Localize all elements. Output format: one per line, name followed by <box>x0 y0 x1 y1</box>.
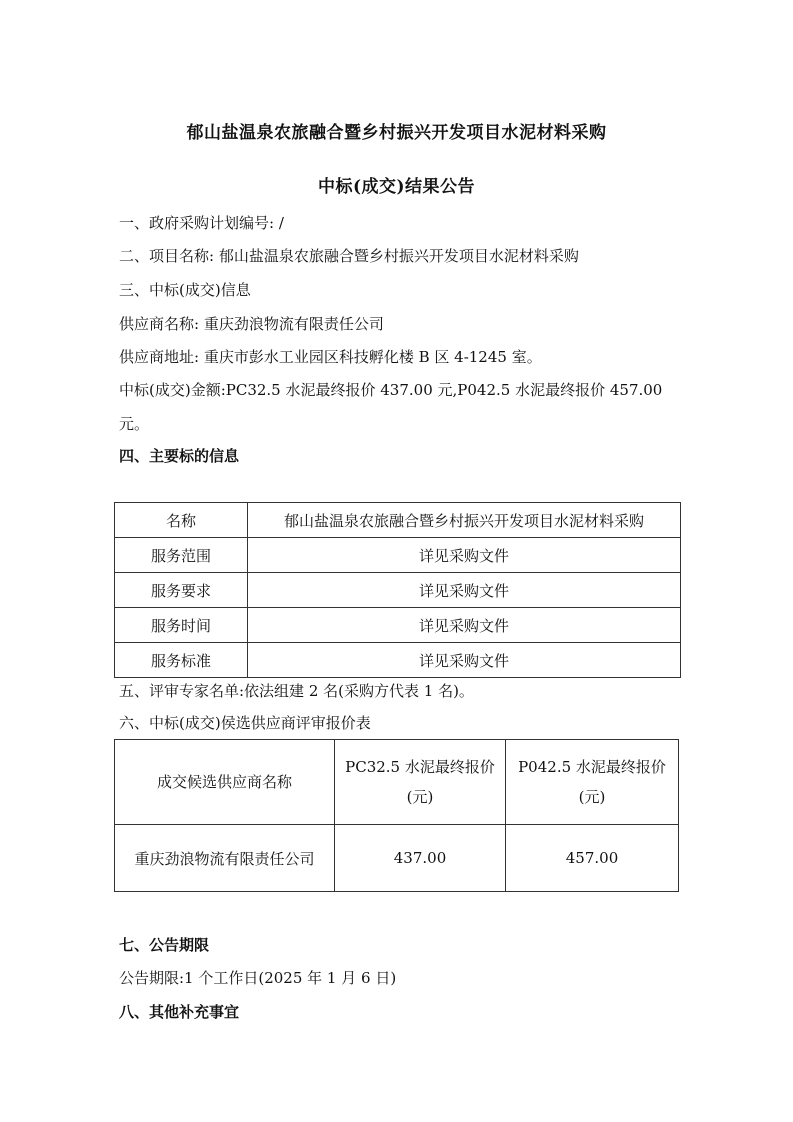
row-value: 详见采购文件 <box>248 643 681 678</box>
supplier-name: 供应商名称: 重庆劲浪物流有限责任公司 <box>119 315 384 333</box>
section-other-matters: 八、其他补充事宜 <box>119 1003 240 1021</box>
header-pc-price-unit: (元) <box>406 788 434 806</box>
award-amount-line1: 中标(成交)金额:PC32.5 水泥最终报价 437.00 元,P042.5 水泥最终报价 457.00 <box>119 381 663 399</box>
row-label: 服务范围 <box>115 538 248 573</box>
header-pc-price <box>335 740 506 825</box>
supplier-cell: 重庆劲浪物流有限责任公司 <box>115 825 335 892</box>
row-value: 郁山盐温泉农旅融合暨乡村振兴开发项目水泥材料采购 <box>248 503 681 538</box>
document-title: 郁山盐温泉农旅融合暨乡村振兴开发项目水泥材料采购 <box>186 123 607 143</box>
header-po-price-line1: P042.5 水泥最终报价 <box>518 758 666 776</box>
header-pc-price-line1: PC32.5 水泥最终报价 <box>345 758 495 776</box>
header-po-price-unit: (元) <box>578 788 606 806</box>
table-row <box>115 825 679 892</box>
award-amount-line2: 元。 <box>119 415 150 433</box>
row-value: 详见采购文件 <box>248 608 681 643</box>
section-subject-heading: 四、主要标的信息 <box>119 447 240 465</box>
document-subtitle: 中标(成交)结果公告 <box>317 177 476 197</box>
section-plan-number: 一、政府采购计划编号: / <box>119 214 284 232</box>
table-row <box>115 503 681 538</box>
section-bid-table-heading: 六、中标(成交)侯选供应商评审报价表 <box>119 714 371 732</box>
bid-price-table <box>114 739 679 892</box>
row-label: 服务标准 <box>115 643 248 678</box>
notice-period: 公告期限:1 个工作日(2025 年 1 月 6 日) <box>119 969 397 987</box>
table-row <box>115 538 681 573</box>
po-price-cell: 457.00 <box>506 825 679 892</box>
row-value: 详见采购文件 <box>248 538 681 573</box>
subject-info-table <box>114 502 681 678</box>
section-experts: 五、评审专家名单:依法组建 2 名(采购方代表 1 名)。 <box>119 682 474 700</box>
table-row <box>115 643 681 678</box>
pc-price-cell: 437.00 <box>335 825 506 892</box>
table-row <box>115 573 681 608</box>
section-award-info-heading: 三、中标(成交)信息 <box>119 281 251 299</box>
table-header-row <box>115 740 679 825</box>
section-notice-period-heading: 七、公告期限 <box>119 936 210 954</box>
row-label: 服务时间 <box>115 608 248 643</box>
section-project-name: 二、项目名称: 郁山盐温泉农旅融合暨乡村振兴开发项目水泥材料采购 <box>119 247 579 265</box>
row-value: 详见采购文件 <box>248 573 681 608</box>
row-label: 名称 <box>115 503 248 538</box>
header-supplier: 成交候选供应商名称 <box>115 740 335 825</box>
supplier-address: 供应商地址: 重庆市彭水工业园区科技孵化楼 B 区 4-1245 室。 <box>119 348 542 366</box>
table-row <box>115 608 681 643</box>
header-po-price <box>506 740 679 825</box>
row-label: 服务要求 <box>115 573 248 608</box>
